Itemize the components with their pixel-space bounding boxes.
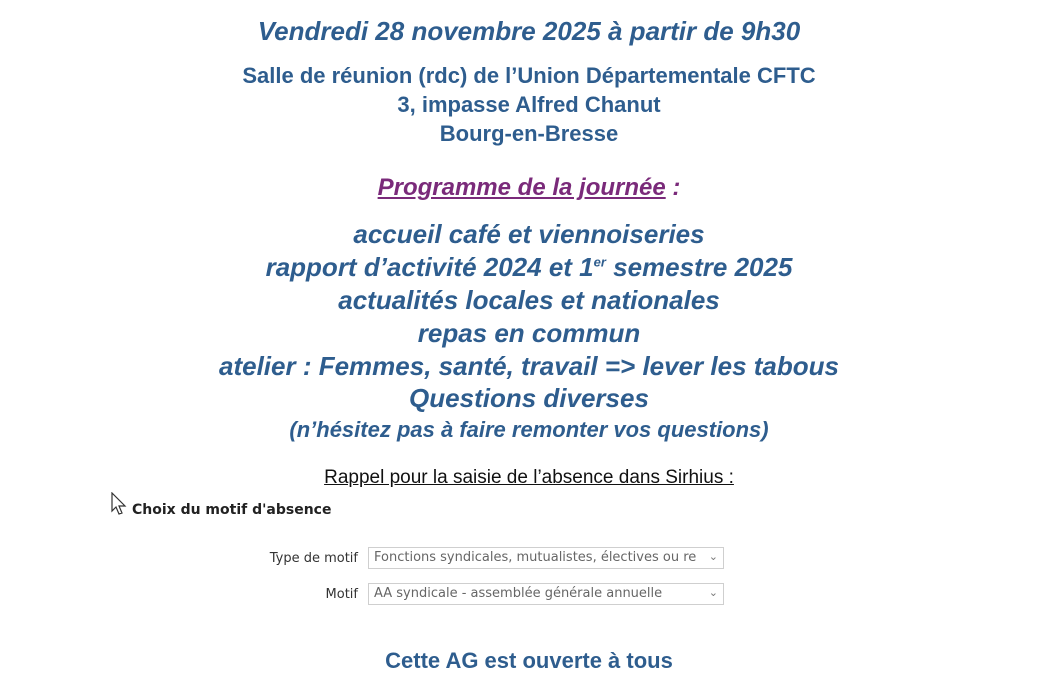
programme-heading-colon: : (665, 174, 681, 201)
programme-item: atelier : Femmes, santé, travail => lever les tabous (219, 351, 839, 381)
programme-item: accueil café et viennoiseries (353, 219, 705, 249)
type-motif-value: Fonctions syndicales, mutualistes, électives ou re (374, 550, 697, 565)
mouse-pointer-icon (110, 492, 128, 516)
programme-item: actualités locales et nationales (338, 285, 720, 315)
chevron-down-icon: ⌄ (708, 586, 718, 599)
programme-heading (0, 174, 1058, 202)
venue-line-1: Salle de réunion (rdc) de l’Union Départementale CFTC (242, 63, 816, 88)
motif-value: AA syndicale - assemblée générale annuelle (374, 586, 663, 601)
sirhius-reminder (0, 467, 1058, 489)
event-date: Vendredi 28 novembre 2025 à partir de 9h30 (257, 16, 801, 46)
sirhius-reminder-text: Rappel pour la saisie de l’absence dans Sirhius : (324, 467, 734, 488)
programme-item: Questions diverses (409, 383, 649, 413)
programme-item-text: rapport d’activité 2024 et 1 (265, 252, 594, 282)
closing-statement: Cette AG est ouverte à tous (385, 648, 673, 673)
programme-item: repas en commun (417, 318, 641, 348)
venue-line-2: 3, impasse Alfred Chanut (397, 92, 661, 117)
programme-note: (n’hésitez pas à faire remonter vos questions) (289, 417, 769, 442)
type-motif-select[interactable] (368, 547, 724, 569)
programme-heading-title: Programme de la journée (377, 174, 666, 201)
ordinal-superscript: er (593, 254, 606, 270)
venue-line-3: Bourg-en-Bresse (439, 121, 619, 146)
absence-form-screenshot (108, 490, 748, 620)
programme-item-tail: semestre 2025 (605, 252, 793, 282)
type-motif-label: Type de motif (269, 551, 358, 566)
motif-label: Motif (325, 587, 358, 602)
programme-item (0, 252, 1058, 283)
motif-select[interactable] (368, 583, 724, 605)
form-title: Choix du motif d'absence (132, 502, 332, 518)
chevron-down-icon: ⌄ (708, 550, 718, 563)
